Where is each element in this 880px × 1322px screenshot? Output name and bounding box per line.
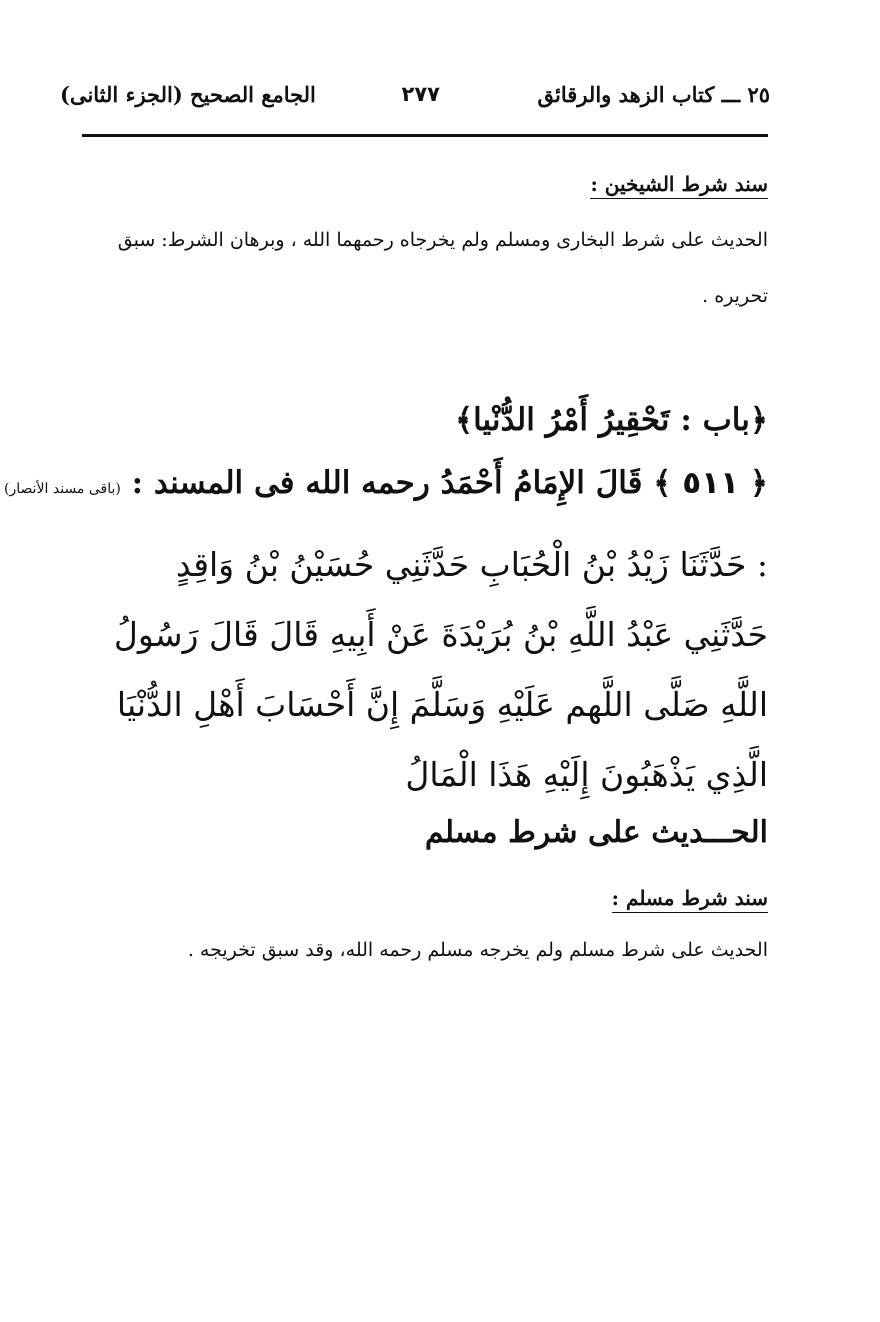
section2-heading: سند شرط مسلم : [612,886,768,913]
hadith-intro-line [4,465,768,501]
hadith-text: : حَدَّثَنَا زَيْدُ بْنُ الْحُبَابِ حَدَّثَنِي حُسَيْنُ بْنُ وَاقِدٍ حَدَّثَنِي عَبْدُ اللَّهِ بْنُ بُرَيْدَةَ عَنْ أَبِيهِ قَالَ قَالَ رَسُولُ اللَّهِ صَلَّى اللَّهم عَلَيْهِ وَسَلَّمَ إِنَّ أَحْسَابَ أَهْلِ الدُّنْيَا الَّذِي يَذْهَبُونَ إِلَيْهِ هَذَا الْمَالُ [113,545,768,794]
chapter-title: ﴿باب : تَحْقِيرُ أَمْرُ الدُّنْيا﴾ [454,402,768,438]
hadith-intro: قَالَ الإِمَامُ أَحْمَدُ رحمه الله فى المسند : [131,465,643,501]
header-chapter-title: ٢٥ ـــ كتاب الزهد والرقائق [537,82,770,107]
hadith-source-ref: (باقى مسند الأنصار) [4,481,121,497]
hadith-number: ﴿ ٥١١ ﴾ [653,465,768,501]
section2-text: الحديث على شرط مسلم ولم يخرجه مسلم رحمه الله، وقد سبق تخريجه . [187,939,768,961]
section2-heading-wrap [612,886,768,913]
hadith-verdict: الحـــديث على شرط مسلم [424,815,768,850]
header-divider [82,134,768,137]
header-book-title: الجامع الصحيح (الجزء الثانى) [60,82,316,107]
page-number: ٢٧٧ [401,82,440,106]
section1-heading: سند شرط الشيخين : [590,172,768,199]
section1-heading-wrap [590,172,768,199]
section1-text: الحديث على شرط البخارى ومسلم ولم يخرجاه رحمهما الله ، وبرهان الشرط: سبق تحريره . [117,229,768,307]
page-header [60,78,770,118]
